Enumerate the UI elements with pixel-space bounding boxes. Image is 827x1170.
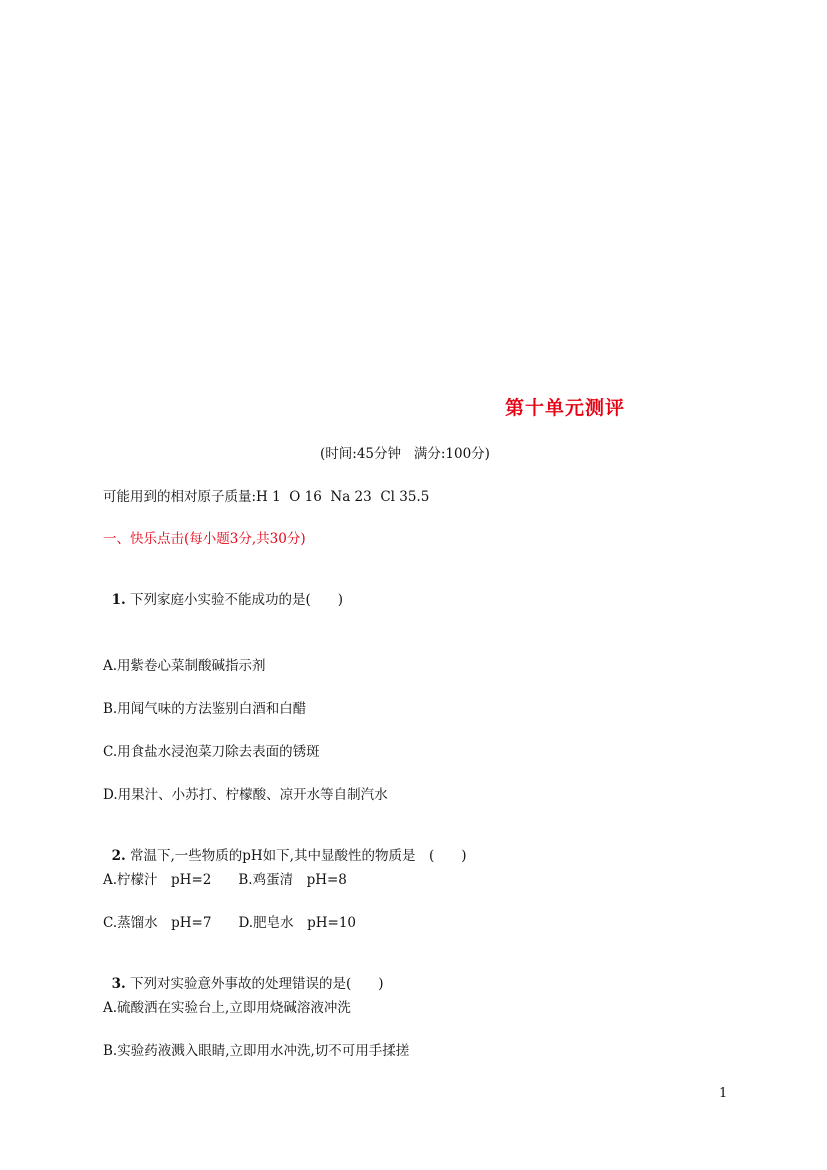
question-3-option-a: A.硫酸洒在实验台上,立即用烧碱溶液冲洗 xyxy=(103,1000,351,1016)
question-3 xyxy=(103,957,384,993)
question-number: 2. xyxy=(111,848,126,864)
page-title: 第十单元测评 xyxy=(505,397,626,419)
question-1-option-b: B.用闻气味的方法鉴别白酒和白醋 xyxy=(103,701,307,717)
question-2 xyxy=(103,829,467,865)
question-stem: 下列家庭小实验不能成功的是( ) xyxy=(125,592,344,608)
question-3-option-b: B.实验药液溅入眼睛,立即用水冲洗,切不可用手揉搓 xyxy=(103,1043,410,1059)
question-stem: 下列对实验意外事故的处理错误的是( ) xyxy=(125,976,384,992)
question-1-option-d: D.用果汁、小苏打、柠檬酸、凉开水等自制汽水 xyxy=(103,787,388,803)
question-2-options-ab: A.柠檬汁 pH=2 B.鸡蛋清 pH=8 xyxy=(103,872,347,888)
question-1-option-c: C.用食盐水浸泡菜刀除去表面的锈斑 xyxy=(103,744,320,760)
exam-info: (时间:45分钟 满分:100分) xyxy=(320,446,490,462)
atomic-masses: 可能用到的相对原子质量:H 1 O 16 Na 23 Cl 35.5 xyxy=(103,489,430,505)
question-number: 1. xyxy=(111,592,126,608)
question-2-options-cd: C.蒸馏水 pH=7 D.肥皂水 pH=10 xyxy=(103,915,356,931)
question-1-option-a: A.用紫卷心菜制酸碱指示剂 xyxy=(103,658,266,674)
question-number: 3. xyxy=(111,976,126,992)
question-stem: 常温下,一些物质的pH如下,其中显酸性的物质是 ( ) xyxy=(125,848,467,864)
question-1 xyxy=(103,573,343,609)
page-number: 1 xyxy=(719,1086,728,1101)
section-heading: 一、快乐点击(每小题3分,共30分) xyxy=(103,531,306,547)
